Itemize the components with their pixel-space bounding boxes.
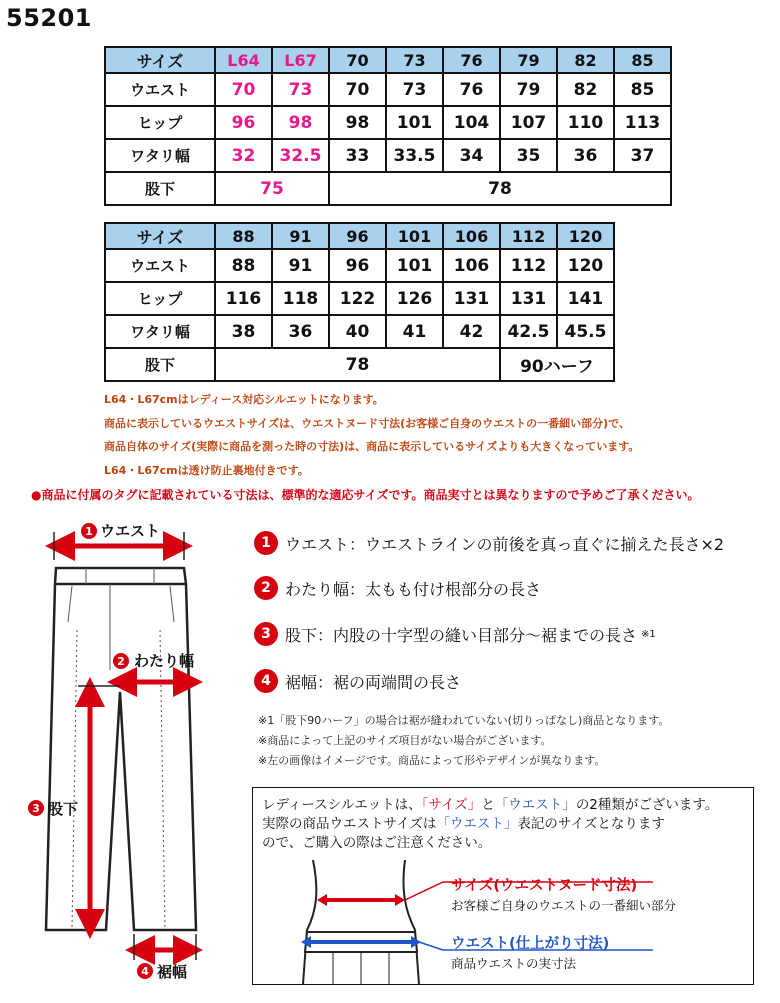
table-cell: 122 xyxy=(329,282,386,315)
pants-diagram xyxy=(0,510,240,1000)
table-cell: 42 xyxy=(443,315,500,348)
note-line: L64・L67cmは透け防止裏地付きです。 xyxy=(104,463,309,477)
hem-arrow xyxy=(134,934,196,960)
table-row xyxy=(105,172,671,205)
table-cell: 36 xyxy=(272,315,329,348)
size-notes xyxy=(104,388,639,482)
table-cell: 76 xyxy=(443,73,500,106)
row-label: ヒップ xyxy=(105,106,215,139)
table-cell: 36 xyxy=(557,139,614,172)
table-row xyxy=(105,249,614,282)
tag-disclaimer: ●商品に付属のタグに記載されている寸法は、標準的な適応サイズです。商品実寸とは異なりますので予めご了承ください。 xyxy=(31,488,700,502)
table-row xyxy=(105,282,614,315)
point-number: 4 xyxy=(254,669,278,693)
nude-size-desc: お客様ご自身のウエストの一番細い部分 xyxy=(451,898,677,913)
table-cell: 131 xyxy=(443,282,500,315)
table-cell: 70 xyxy=(329,73,386,106)
point-text: ウエスト：ウエストラインの前後を真っ直ぐに揃えた長さ×2 xyxy=(285,534,725,554)
table-header-cell: サイズ xyxy=(105,223,215,249)
box-text: レディースシルエットは、「サイズ」と「ウエスト」の2種類がございます。 実際の商品ウエストサイズは「ウエスト」表記のサイズとなります ので、ご購入の際はご注意ください。 xyxy=(262,797,719,851)
table-cell: 91 xyxy=(272,249,329,282)
point-number: 3 xyxy=(254,622,278,646)
point-text: 裾幅：裾の両端間の長さ xyxy=(285,672,462,692)
table-header-cell: 85 xyxy=(614,47,671,73)
table-header-cell: L64 xyxy=(215,47,272,73)
finished-waist-label: ウエスト(仕上がり寸法) xyxy=(451,936,610,952)
table-cell: 113 xyxy=(614,106,671,139)
table-cell: 120 xyxy=(557,249,614,282)
size-table-1 xyxy=(104,46,672,206)
table-row xyxy=(105,106,671,139)
table-header-cell: 101 xyxy=(386,223,443,249)
table-row xyxy=(105,73,671,106)
table-cell: 38 xyxy=(215,315,272,348)
badge-3-num: 3 xyxy=(32,802,40,815)
table-cell: 98 xyxy=(329,106,386,139)
table-cell: 126 xyxy=(386,282,443,315)
table-cell: 42.5 xyxy=(500,315,557,348)
note-line: L64・L67cmはレディース対応シルエットになります。 xyxy=(104,393,384,406)
table-cell: 40 xyxy=(329,315,386,348)
waist-label: ウエスト xyxy=(100,522,161,540)
table-cell: 104 xyxy=(443,106,500,139)
table-cell: 85 xyxy=(614,73,671,106)
table-cell: 106 xyxy=(443,249,500,282)
table-cell: 116 xyxy=(215,282,272,315)
row-label: 股下 xyxy=(105,172,215,205)
table-cell: 32.5 xyxy=(272,139,329,172)
row-label: 股下 xyxy=(105,348,215,381)
nude-size-label: サイズ(ウエストヌード寸法) xyxy=(451,878,638,894)
table-cell: 45.5 xyxy=(557,315,614,348)
table-header-cell: サイズ xyxy=(105,47,215,73)
footnote: ※左の画像はイメージです。商品によって形やデザインが異なります。 xyxy=(258,754,606,767)
point-text: わたり幅：太もも付け根部分の長さ xyxy=(285,579,542,599)
table-cell: 96 xyxy=(329,249,386,282)
table-cell: 78 xyxy=(329,172,671,205)
table-cell: 37 xyxy=(614,139,671,172)
table-header-cell: L67 xyxy=(272,47,329,73)
point-number: 2 xyxy=(254,576,278,600)
row-label: ウエスト xyxy=(105,73,215,106)
hem-label: 裾幅 xyxy=(157,963,188,981)
table-header-cell: 82 xyxy=(557,47,614,73)
row-label: ウエスト xyxy=(105,249,215,282)
table-cell: 32 xyxy=(215,139,272,172)
table-cell: 98 xyxy=(272,106,329,139)
row-label: ヒップ xyxy=(105,282,215,315)
nude-waist-arrow xyxy=(317,894,405,906)
badge-1-num: 1 xyxy=(85,525,93,538)
note-line: 商品に表示しているウエストサイズは、ウエストヌード寸法(お客様ご自身のウエストの一番細い部分)で、 xyxy=(104,416,630,430)
table-cell: 73 xyxy=(386,73,443,106)
table-cell: 107 xyxy=(500,106,557,139)
table-cell: 96 xyxy=(215,106,272,139)
table-header-cell: 106 xyxy=(443,223,500,249)
footnote: ※商品によって上記のサイズ項目がない場合がございます。 xyxy=(258,734,552,747)
table-cell: 33 xyxy=(329,139,386,172)
table-cell: 75 xyxy=(215,172,329,205)
table-header-cell: 112 xyxy=(500,223,557,249)
table-cell: 82 xyxy=(557,73,614,106)
table-row xyxy=(105,139,671,172)
pants-outline xyxy=(46,568,196,930)
table-row xyxy=(105,315,614,348)
table-cell: 118 xyxy=(272,282,329,315)
table-cell: 141 xyxy=(557,282,614,315)
point-note: ※1 xyxy=(641,628,656,640)
point-1 xyxy=(254,531,724,555)
table-header-cell: 73 xyxy=(386,47,443,73)
table-cell: 101 xyxy=(386,106,443,139)
table-header-cell: 91 xyxy=(272,223,329,249)
table-header-cell: 88 xyxy=(215,223,272,249)
table-cell: 110 xyxy=(557,106,614,139)
table-cell: 73 xyxy=(272,73,329,106)
table-header-cell: 70 xyxy=(329,47,386,73)
thigh-label: わたり幅 xyxy=(134,652,195,670)
point-number: 1 xyxy=(254,531,278,555)
table-header-cell: 76 xyxy=(443,47,500,73)
table-cell: 88 xyxy=(215,249,272,282)
table-cell: 90ハーフ xyxy=(500,348,614,381)
point-2 xyxy=(254,576,541,600)
point-4 xyxy=(254,669,461,693)
size-table-2 xyxy=(104,222,615,382)
product-code: 55201 xyxy=(6,4,92,32)
table-cell: 70 xyxy=(215,73,272,106)
table-cell: 35 xyxy=(500,139,557,172)
point-text: 股下：内股の十字型の縫い目部分〜裾までの長さ xyxy=(285,625,638,645)
table-header-row xyxy=(105,47,671,73)
table-cell: 33.5 xyxy=(386,139,443,172)
ladies-silhouette-box xyxy=(252,787,754,985)
table-cell: 101 xyxy=(386,249,443,282)
inseam-label: 股下 xyxy=(48,800,79,818)
table-cell: 112 xyxy=(500,249,557,282)
row-label: ワタリ幅 xyxy=(105,139,215,172)
table-cell: 78 xyxy=(215,348,500,381)
table-cell: 79 xyxy=(500,73,557,106)
row-label: ワタリ幅 xyxy=(105,315,215,348)
badge-2-num: 2 xyxy=(117,655,125,668)
table-cell: 131 xyxy=(500,282,557,315)
point-3 xyxy=(254,622,656,646)
badge-4-num: 4 xyxy=(141,965,149,978)
table-cell: 41 xyxy=(386,315,443,348)
table-row xyxy=(105,348,614,381)
table-header-cell: 120 xyxy=(557,223,614,249)
table-header-cell: 96 xyxy=(329,223,386,249)
table-cell: 34 xyxy=(443,139,500,172)
finished-waist-desc: 商品ウエストの実寸法 xyxy=(451,956,577,971)
table-header-row xyxy=(105,223,614,249)
note-line: 商品自体のサイズ(実際に商品を測った時の寸法)は、商品に表示しているサイズよりも大きくなっています。 xyxy=(104,440,640,453)
table-header-cell: 79 xyxy=(500,47,557,73)
footnote: ※1「股下90ハーフ」の場合は裾が縫われていない(切りっぱなし)商品となります。 xyxy=(258,714,670,727)
